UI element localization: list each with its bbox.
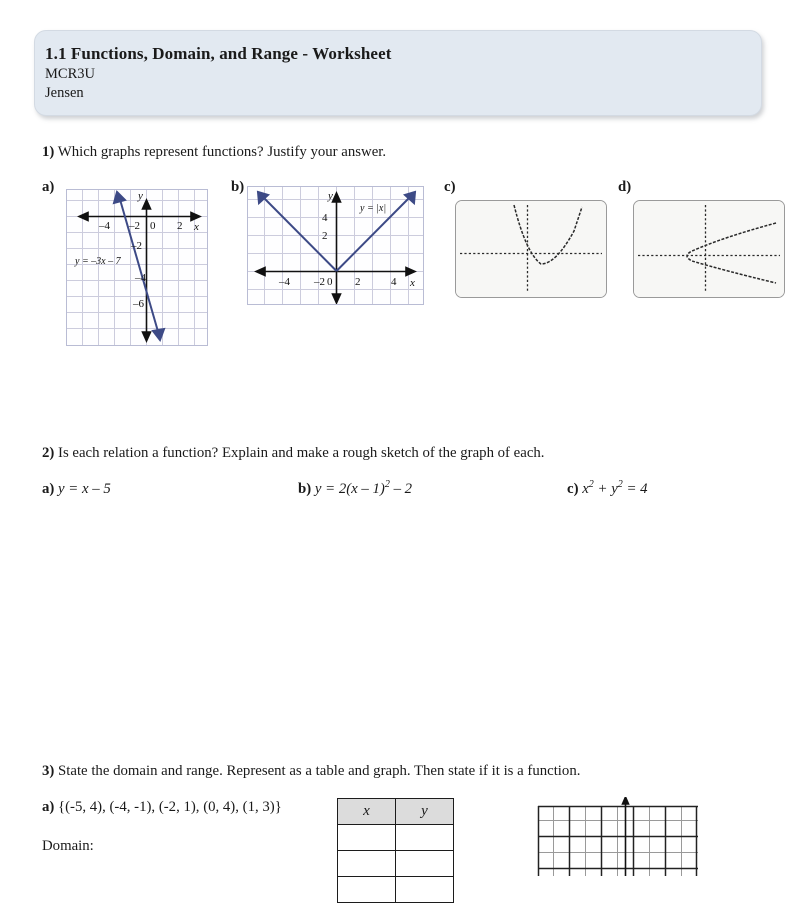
table-header-row xyxy=(338,799,454,825)
teacher-name: Jensen xyxy=(45,85,84,101)
graph-a-x-axis-name: x xyxy=(194,221,199,233)
table-header-x: x xyxy=(338,799,396,825)
question-1-number: 1) xyxy=(42,144,55,160)
question-1-line xyxy=(42,143,386,162)
q3-part-a xyxy=(42,799,282,816)
graph-b-ytick-4: 4 xyxy=(322,212,328,224)
graph-a-xtick-0: 0 xyxy=(150,220,156,232)
question-2-line xyxy=(42,444,545,463)
question-2-prompt: Is each relation a function? Explain and make a rough sketch of the graph of each. xyxy=(58,445,545,461)
graph-b-equation-label: y = |x| xyxy=(360,203,387,214)
graph-b-xtick--2: –2 xyxy=(314,276,325,288)
q2-part-a-label: a) xyxy=(42,481,55,497)
question-3-number: 3) xyxy=(42,763,55,779)
graph-b-absolute-value xyxy=(247,186,424,305)
graph-b-xtick-0: 0 xyxy=(327,276,333,288)
graph-b-xtick-2: 2 xyxy=(355,276,361,288)
graph-a-y-axis-name: y xyxy=(138,190,143,202)
course-code: MCR3U xyxy=(45,66,95,82)
graph-a-ytick--4: –4 xyxy=(135,272,146,284)
question-1-prompt: Which graphs represent functions? Justify your answer. xyxy=(57,144,387,160)
q2-part-b-label: b) xyxy=(298,481,312,497)
question-2-number: 2) xyxy=(42,445,55,461)
page-title: 1.1 Functions, Domain, and Range - Worksheet xyxy=(45,44,392,63)
table-row xyxy=(338,851,454,877)
table-header-y: y xyxy=(396,799,454,825)
q2-part-c-expr: $x^2 + y^2 = 4$ xyxy=(582,479,648,497)
q2-part-c-label: c) xyxy=(567,481,579,497)
q3-xy-table xyxy=(337,798,454,903)
table-row xyxy=(338,825,454,851)
graph-a-xtick-2: 2 xyxy=(177,220,183,232)
graph-b-x-axis-name: x xyxy=(410,277,415,289)
graph-a-ytick--6: –6 xyxy=(133,298,144,310)
q1-part-d-label: d) xyxy=(618,179,632,195)
q1-part-a-label: a) xyxy=(42,179,55,195)
graph-b-xtick--4: –4 xyxy=(279,276,290,288)
q2-part-c xyxy=(567,481,648,498)
graph-b-ytick-2: 2 xyxy=(322,230,328,242)
graph-a-linear xyxy=(66,189,208,346)
table-cell-y[interactable] xyxy=(396,825,454,851)
q3-part-a-label: a) xyxy=(42,799,55,815)
question-3-prompt: State the domain and range. Represent as a table and graph. Then state if it is a function. xyxy=(58,763,581,779)
table-cell-y[interactable] xyxy=(396,877,454,903)
q3-domain-label: Domain: xyxy=(42,838,94,854)
q2-part-a xyxy=(42,481,111,498)
graph-b-xtick-4: 4 xyxy=(391,276,397,288)
graph-a-xtick--2: –2 xyxy=(129,220,140,232)
q3-blank-coordinate-grid xyxy=(537,797,698,876)
q2-part-b xyxy=(298,481,412,498)
q2-part-b-expr: y = 2(x – 1)$^2$ – 2 xyxy=(314,479,413,497)
q2-part-a-expr: y = x – 5 xyxy=(58,481,111,497)
table-row xyxy=(338,877,454,903)
graph-b-y-axis-name: y xyxy=(328,190,333,202)
table-cell-x[interactable] xyxy=(338,825,396,851)
table-cell-x[interactable] xyxy=(338,851,396,877)
q3-part-a-relation-set: {(-5, 4), (-4, -1), (-2, 1), (0, 4), (1, 3)} xyxy=(58,799,282,815)
table-cell-x[interactable] xyxy=(338,877,396,903)
graph-c-calculator-parabola-up xyxy=(455,200,607,298)
q1-part-c-label: c) xyxy=(444,179,456,195)
graph-a-equation-label: y = –3x – 7 xyxy=(75,256,121,267)
table-cell-y[interactable] xyxy=(396,851,454,877)
worksheet-header-panel xyxy=(34,30,762,116)
question-3-line xyxy=(42,762,580,781)
graph-a-xtick--4: –4 xyxy=(99,220,110,232)
q1-part-b-label: b) xyxy=(231,179,245,195)
graph-d-calculator-parabola-right xyxy=(633,200,785,298)
graph-a-ytick--2: –2 xyxy=(131,240,142,252)
